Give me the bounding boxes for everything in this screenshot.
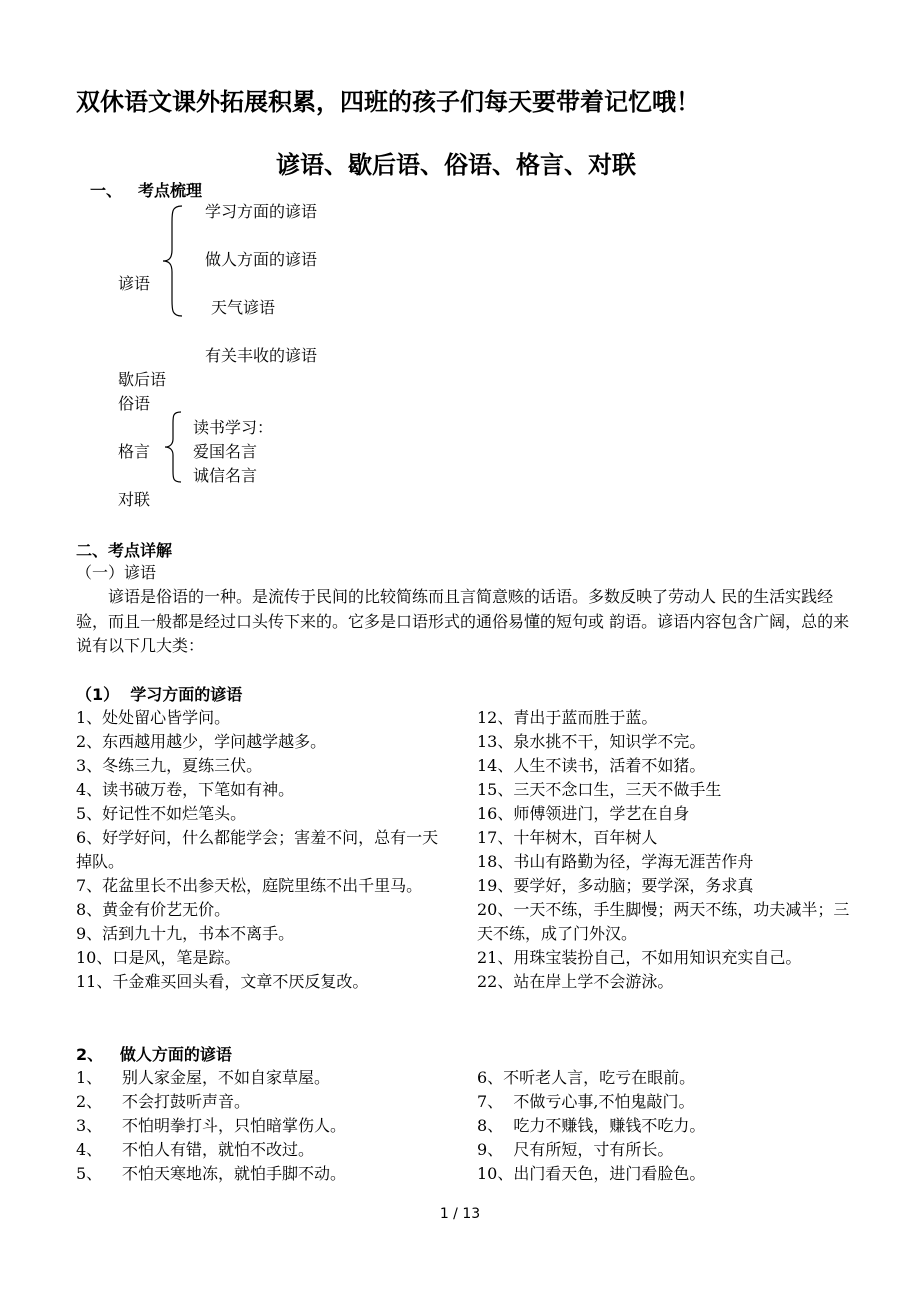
- geyan-brace-icon: [162, 410, 184, 484]
- list-item: 8、黄金有价艺无价。: [76, 900, 231, 919]
- list-item: 3、冬练三九，夏练三伏。: [76, 756, 263, 775]
- list-item-text: 别人家金屋，不如自家草屋。: [122, 1068, 331, 1087]
- list-item: 4、读书破万卷，下笔如有神。: [76, 780, 295, 799]
- yanyu-definition-paragraph: 谚语是俗语的一种。是流传于民间的比较简练而且言简意赅的话语。多数反映了劳动人 民的生活实践经验，而且一般都是经过口头传下来的。它多是口语形式的通俗易懂的短句或 韵语。谚语内容包含广阔，总的来说有以下几大类：: [76, 587, 850, 655]
- suyu-label: 俗语: [118, 394, 151, 413]
- yanyu-item-study: 学习方面的谚语: [205, 202, 318, 221]
- list-item-number: 4、: [76, 1140, 103, 1159]
- list-item: 10、出门看天色，进门看脸色。: [477, 1164, 706, 1183]
- list-item: 21、用珠宝装扮自己，不如用知识充实自己。: [477, 948, 802, 967]
- list-item: 1、处处留心皆学问。: [76, 708, 231, 727]
- page-subtitle: 谚语、歇后语、俗语、格言、对联: [276, 151, 636, 179]
- study-proverbs-left-list: [76, 706, 448, 994]
- list-item: 16、师傅领进门，学艺在自身: [477, 804, 690, 823]
- list-item-number: 1、: [76, 1068, 103, 1087]
- yanyu-item-harvest: 有关丰收的谚语: [205, 346, 318, 365]
- list-item: 19、要学好，多动脑；要学深，务求真: [477, 876, 754, 895]
- list-item: 20、一天不练，手生脚慢；两天不练，功夫减半；三天不练，成了门外汉。: [477, 900, 850, 943]
- conduct-proverbs-heading: 2、 做人方面的谚语: [76, 1045, 232, 1064]
- list-item: 13、泉水挑不干，知识学不完。: [477, 732, 706, 751]
- xiehouyu-label: 歇后语: [118, 370, 167, 389]
- list-item: 11、千金难买回头看，文章不厌反复改。: [76, 972, 369, 991]
- page-number: 1 / 13: [439, 1206, 481, 1222]
- list-item-number: 2、: [76, 1092, 103, 1111]
- list-item: 5、好记性不如烂笔头。: [76, 804, 247, 823]
- list-item: 22、站在岸上学不会游泳。: [477, 972, 674, 991]
- section1-heading: 考点梳理: [138, 181, 203, 200]
- list-item: 18、书山有路勤为径，学海无涯苦作舟: [477, 852, 754, 871]
- list-item-number: 5、: [76, 1164, 103, 1183]
- list-item-number: 3、: [76, 1116, 103, 1135]
- geyan-label: 格言: [118, 442, 151, 461]
- section2-heading: 二、考点详解: [76, 541, 173, 560]
- list-item-text: 不怕天寒地冻，就怕手脚不动。: [122, 1164, 347, 1183]
- list-item: 15、三天不念口生，三天不做手生: [477, 780, 722, 799]
- list-item: [76, 1066, 456, 1090]
- duilian-label: 对联: [118, 490, 151, 509]
- list-item: 10、口是风，笔是踪。: [76, 948, 241, 967]
- list-item: 6、不听老人言，吃亏在眼前。: [477, 1068, 696, 1087]
- list-item: [76, 1138, 456, 1162]
- list-item: 9、 尺有所短，寸有所长。: [477, 1140, 674, 1159]
- study-proverbs-right-list: [477, 706, 853, 994]
- section1-number: 一、: [90, 181, 123, 200]
- list-item: [76, 1162, 456, 1186]
- list-item: [76, 1114, 456, 1138]
- geyan-item-honesty: 诚信名言: [193, 466, 258, 485]
- list-item: 14、人生不读书，活着不如猪。: [477, 756, 706, 775]
- list-item: 12、青出于蓝而胜于蓝。: [477, 708, 658, 727]
- geyan-item-reading: 读书学习：: [193, 418, 274, 437]
- section2-subheading: （一）谚语: [76, 563, 157, 582]
- list-item: 6、好学好问，什么都能学会；害羞不问，总有一天掉队。: [76, 828, 439, 871]
- page-title: 双休语文课外拓展积累，四班的孩子们每天要带着记忆哦！: [76, 88, 700, 116]
- list-item-text: 不会打鼓听声音。: [122, 1092, 251, 1111]
- list-item: 17、十年树木，百年树人: [477, 828, 658, 847]
- study-proverbs-heading: （1） 学习方面的谚语: [76, 685, 243, 704]
- list-item-text: 不怕人有错，就怕不改过。: [122, 1140, 315, 1159]
- list-item: 2、东西越用越少，学问越学越多。: [76, 732, 327, 751]
- yanyu-item-weather: 天气谚语: [211, 298, 276, 317]
- list-item-text: 不怕明拳打斗，只怕暗掌伤人。: [122, 1116, 347, 1135]
- conduct-proverbs-left-list: [76, 1066, 456, 1186]
- list-item: [76, 1090, 456, 1114]
- list-item: 9、活到九十九，书本不离手。: [76, 924, 295, 943]
- list-item: 8、 吃力不赚钱，赚钱不吃力。: [477, 1116, 706, 1135]
- yanyu-item-conduct: 做人方面的谚语: [205, 250, 318, 269]
- conduct-proverbs-right-list: [477, 1066, 853, 1186]
- list-item: 7、 不做亏心事,不怕鬼敲门。: [477, 1092, 695, 1111]
- list-item: 7、花盆里长不出参天松，庭院里练不出千里马。: [76, 876, 423, 895]
- yanyu-label: 谚语: [118, 274, 151, 293]
- geyan-item-patriotic: 爱国名言: [193, 442, 258, 461]
- yanyu-brace-icon: [160, 204, 186, 318]
